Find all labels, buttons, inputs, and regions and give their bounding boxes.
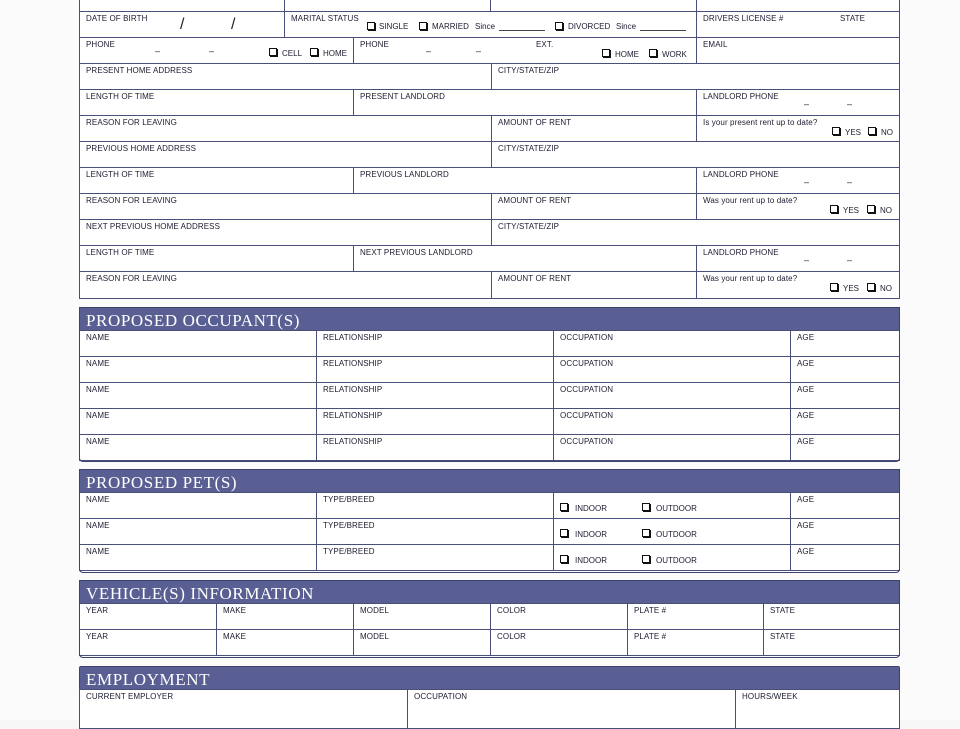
single-label: SINGLE (379, 22, 409, 31)
previous-rent-uptodate-label: Was your rent up to date? (703, 196, 798, 205)
next-previous-rent-yes-checkbox[interactable] (830, 283, 838, 291)
occupant-2-occupation-field[interactable] (553, 356, 791, 383)
marital-status-label: MARITAL STATUS (291, 14, 359, 23)
phone-label-2: PHONE (360, 40, 389, 49)
present-length-label: LENGTH OF TIME (86, 92, 155, 101)
vehicle-2-color-label: COLOR (497, 632, 526, 641)
occupant-3-relationship-label: RELATIONSHIP (323, 385, 383, 394)
next-previous-rent-uptodate-field (696, 271, 900, 299)
pet-2-age-label: AGE (797, 521, 815, 530)
next-previous-landlord-phone-field[interactable] (696, 245, 900, 272)
next-previous-rent-uptodate-label: Was your rent up to date? (703, 274, 798, 283)
pet-2-age-field[interactable] (790, 518, 900, 545)
state-label: STATE (840, 14, 866, 23)
current-employer-field[interactable] (79, 689, 408, 729)
pet-3-age-field[interactable] (790, 544, 900, 571)
occupant-2-age-field[interactable] (790, 356, 900, 383)
previous-rent-no-checkbox[interactable] (867, 205, 875, 213)
present-city-field[interactable] (491, 63, 900, 90)
previous-landlord-phone-label: LANDLORD PHONE (703, 170, 779, 179)
occupants-section-title: PROPOSED OCCUPANT(S) (86, 311, 301, 330)
vehicle-1-color-field[interactable] (490, 603, 628, 630)
home-label-2: HOME (615, 50, 639, 59)
present-rent-yes-checkbox[interactable] (832, 127, 840, 135)
phone-1-sep-b: – (209, 46, 215, 56)
pet-3-indoor-label: INDOOR (575, 556, 607, 565)
divorced-checkbox[interactable] (555, 22, 563, 30)
vehicle-1-model-field[interactable] (353, 603, 491, 630)
occupant-1-occupation-field[interactable] (553, 330, 791, 357)
vehicle-1-make-label: MAKE (223, 606, 247, 615)
occupant-2-relationship-label: RELATIONSHIP (323, 359, 383, 368)
vehicle-2-make-field[interactable] (216, 629, 354, 656)
pet-1-outdoor-label: OUTDOOR (656, 504, 697, 513)
next-previous-rent-no-checkbox[interactable] (867, 283, 875, 291)
occupant-1-relationship-field[interactable] (316, 330, 554, 357)
previous-rent-yes-label: YES (843, 206, 860, 215)
divorced-label: DIVORCED (568, 22, 611, 31)
dob-label: DATE OF BIRTH (86, 14, 148, 23)
present-landlord-phone-label: LANDLORD PHONE (703, 92, 779, 101)
next-previous-address-field[interactable] (79, 219, 492, 246)
ext-label: EXT. (536, 40, 554, 49)
occupant-4-name-label: NAME (86, 411, 110, 420)
present-address-label: PRESENT HOME ADDRESS (86, 66, 193, 75)
occupant-2-age-label: AGE (797, 359, 815, 368)
vehicle-2-model-field[interactable] (353, 629, 491, 656)
next-previous-length-label: LENGTH OF TIME (86, 248, 155, 257)
occupant-3-occupation-label: OCCUPATION (560, 385, 614, 394)
current-employer-label: CURRENT EMPLOYER (86, 692, 174, 701)
present-rent-no-label: NO (881, 128, 893, 137)
dob-separator-1: / (180, 16, 185, 33)
cell-checkbox[interactable] (269, 48, 277, 56)
married-checkbox[interactable] (419, 22, 427, 30)
email-label: EMAIL (703, 40, 728, 49)
employment-section-header (79, 666, 900, 690)
phone-2-sep-b: – (476, 46, 482, 56)
occupant-4-occupation-field[interactable] (553, 408, 791, 435)
next-previous-address-label: NEXT PREVIOUS HOME ADDRESS (86, 222, 221, 231)
vehicle-1-state-field[interactable] (763, 603, 900, 630)
married-since-blank[interactable] (499, 30, 545, 31)
pet-3-name-label: NAME (86, 547, 110, 556)
vehicle-2-year-label: YEAR (86, 632, 109, 641)
previous-rent-yes-checkbox[interactable] (830, 205, 838, 213)
present-length-field[interactable] (79, 89, 354, 116)
next-previous-landlord-label: NEXT PREVIOUS LANDLORD (360, 248, 473, 257)
occupant-1-age-label: AGE (797, 333, 815, 342)
vehicle-2-year-field[interactable] (79, 629, 217, 656)
pet-2-type-breed-field[interactable] (316, 518, 554, 545)
occupant-3-relationship-field[interactable] (316, 382, 554, 409)
vehicle-2-color-field[interactable] (490, 629, 628, 656)
vehicle-1-plate-field[interactable] (627, 603, 764, 630)
occupant-2-occupation-label: OCCUPATION (560, 359, 614, 368)
pet-3-indoor-outdoor-field (553, 544, 791, 571)
email-field[interactable] (696, 37, 900, 64)
present-reason-field[interactable] (79, 115, 492, 142)
next-previous-reason-label: REASON FOR LEAVING (86, 274, 178, 283)
pet-3-type-breed-label: TYPE/BREED (323, 547, 375, 556)
occupant-5-occupation-field[interactable] (553, 434, 791, 461)
pet-2-outdoor-checkbox[interactable] (642, 529, 650, 537)
phone-label-1: PHONE (86, 40, 115, 49)
pet-3-type-breed-field[interactable] (316, 544, 554, 571)
employment-section-title: EMPLOYMENT (86, 670, 211, 689)
previous-landlord-phone-sep-b: – (847, 177, 853, 187)
pet-1-outdoor-checkbox[interactable] (642, 503, 650, 511)
drivers-license-field[interactable] (696, 11, 900, 38)
occupant-2-name-field[interactable] (79, 356, 317, 383)
previous-reason-field[interactable] (79, 193, 492, 220)
present-rent-uptodate-field (696, 115, 900, 142)
pet-1-age-label: AGE (797, 495, 815, 504)
pet-1-age-field[interactable] (790, 492, 900, 519)
present-landlord-phone-sep-b: – (847, 99, 853, 109)
home-checkbox-1[interactable] (310, 48, 318, 56)
divorced-since-blank[interactable] (640, 30, 686, 31)
previous-landlord-field[interactable] (353, 167, 697, 194)
divorced-since-label: Since (616, 22, 637, 31)
vehicle-1-state-label: STATE (770, 606, 796, 615)
phone-2-sep-a: – (426, 46, 432, 56)
home-label-1: HOME (323, 49, 347, 58)
work-checkbox[interactable] (649, 49, 657, 57)
occupant-1-age-field[interactable] (790, 330, 900, 357)
present-reason-label: REASON FOR LEAVING (86, 118, 178, 127)
pet-1-type-breed-label: TYPE/BREED (323, 495, 375, 504)
previous-landlord-label: PREVIOUS LANDLORD (360, 170, 449, 179)
dob-separator-2: / (231, 16, 236, 33)
pet-3-name-field[interactable] (79, 544, 317, 571)
previous-length-field[interactable] (79, 167, 354, 194)
previous-landlord-phone-field[interactable] (696, 167, 900, 194)
occupant-5-name-field[interactable] (79, 434, 317, 461)
cell-label: CELL (282, 49, 303, 58)
next-previous-rent-field[interactable] (491, 271, 697, 299)
occupant-4-occupation-label: OCCUPATION (560, 411, 614, 420)
occupant-1-name-label: NAME (86, 333, 110, 342)
previous-city-field[interactable] (491, 141, 900, 168)
next-previous-rent-yes-label: YES (843, 284, 860, 293)
vehicle-2-plate-field[interactable] (627, 629, 764, 656)
next-previous-rent-label: AMOUNT OF RENT (498, 274, 572, 283)
pet-2-indoor-label: INDOOR (575, 530, 607, 539)
previous-city-label: CITY/STATE/ZIP (498, 144, 560, 153)
previous-rent-field[interactable] (491, 193, 697, 220)
previous-rent-label: AMOUNT OF RENT (498, 196, 572, 205)
pet-1-type-breed-field[interactable] (316, 492, 554, 519)
previous-landlord-phone-sep-a: – (804, 177, 810, 187)
vehicles-section-header (79, 580, 900, 604)
next-previous-rent-no-label: NO (880, 284, 892, 293)
next-previous-landlord-field[interactable] (353, 245, 697, 272)
vehicle-2-state-field[interactable] (763, 629, 900, 656)
occupant-1-occupation-label: OCCUPATION (560, 333, 614, 342)
occupant-3-name-label: NAME (86, 385, 110, 394)
phone-field-1[interactable] (79, 37, 354, 64)
occupant-3-age-field[interactable] (790, 382, 900, 409)
occupants-section-header (79, 307, 900, 331)
pet-2-name-field[interactable] (79, 518, 317, 545)
occupant-3-name-field[interactable] (79, 382, 317, 409)
next-previous-length-field[interactable] (79, 245, 354, 272)
previous-length-label: LENGTH OF TIME (86, 170, 155, 179)
drivers-license-label: DRIVERS LICENSE # (703, 14, 784, 23)
present-rent-uptodate-label: Is your present rent up to date? (703, 118, 818, 127)
pet-2-outdoor-label: OUTDOOR (656, 530, 697, 539)
vehicle-1-color-label: COLOR (497, 606, 526, 615)
work-label: WORK (662, 50, 687, 59)
home-checkbox-2[interactable] (602, 49, 610, 57)
vehicle-2-make-label: MAKE (223, 632, 247, 641)
vehicle-2-model-label: MODEL (360, 632, 389, 641)
occupant-5-occupation-label: OCCUPATION (560, 437, 614, 446)
present-landlord-label: PRESENT LANDLORD (360, 92, 446, 101)
present-city-label: CITY/STATE/ZIP (498, 66, 560, 75)
pet-3-outdoor-checkbox[interactable] (642, 555, 650, 563)
previous-rent-uptodate-field (696, 193, 900, 220)
occupant-4-name-field[interactable] (79, 408, 317, 435)
occupant-5-name-label: NAME (86, 437, 110, 446)
present-rent-field[interactable] (491, 115, 697, 142)
occupant-2-relationship-field[interactable] (316, 356, 554, 383)
pet-1-indoor-label: INDOOR (575, 504, 607, 513)
present-landlord-phone-sep-a: – (804, 99, 810, 109)
vehicle-1-year-label: YEAR (86, 606, 109, 615)
occupant-4-relationship-field[interactable] (316, 408, 554, 435)
occupant-4-relationship-label: RELATIONSHIP (323, 411, 383, 420)
occupant-5-age-label: AGE (797, 437, 815, 446)
dob-field[interactable] (79, 11, 285, 38)
pet-3-outdoor-label: OUTDOOR (656, 556, 697, 565)
single-checkbox[interactable] (367, 22, 375, 30)
employment-occupation-field[interactable] (407, 689, 736, 729)
next-previous-city-field[interactable] (491, 219, 900, 246)
pet-3-age-label: AGE (797, 547, 815, 556)
pet-1-indoor-outdoor-field (553, 492, 791, 519)
previous-rent-no-label: NO (880, 206, 892, 215)
previous-reason-label: REASON FOR LEAVING (86, 196, 178, 205)
pets-section-title: PROPOSED PET(S) (86, 473, 238, 492)
pet-1-name-field[interactable] (79, 492, 317, 519)
next-previous-reason-field[interactable] (79, 271, 492, 299)
present-address-field[interactable] (79, 63, 492, 90)
employment-occupation-label: OCCUPATION (414, 692, 468, 701)
married-label: MARRIED (432, 22, 469, 31)
present-rent-yes-label: YES (845, 128, 862, 137)
vehicle-2-plate-label: PLATE # (634, 632, 667, 641)
next-previous-landlord-phone-label: LANDLORD PHONE (703, 248, 779, 257)
vehicle-1-year-field[interactable] (79, 603, 217, 630)
pet-2-type-breed-label: TYPE/BREED (323, 521, 375, 530)
occupant-5-age-field[interactable] (790, 434, 900, 461)
previous-address-field[interactable] (79, 141, 492, 168)
occupant-3-age-label: AGE (797, 385, 815, 394)
vehicle-1-plate-label: PLATE # (634, 606, 667, 615)
vehicle-1-model-label: MODEL (360, 606, 389, 615)
present-landlord-field[interactable] (353, 89, 697, 116)
occupant-4-age-field[interactable] (790, 408, 900, 435)
next-previous-landlord-phone-sep-b: – (847, 255, 853, 265)
occupant-1-name-field[interactable] (79, 330, 317, 357)
present-landlord-phone-field[interactable] (696, 89, 900, 116)
pet-2-indoor-checkbox[interactable] (560, 529, 568, 537)
occupant-3-occupation-field[interactable] (553, 382, 791, 409)
pet-1-indoor-checkbox[interactable] (560, 503, 568, 511)
present-rent-label: AMOUNT OF RENT (498, 118, 572, 127)
vehicles-section-title: VEHICLE(S) INFORMATION (86, 584, 315, 603)
occupant-2-name-label: NAME (86, 359, 110, 368)
vehicle-2-state-label: STATE (770, 632, 796, 641)
phone-field-2[interactable] (353, 37, 697, 64)
phone-1-sep-a: – (155, 46, 161, 56)
present-rent-no-checkbox[interactable] (868, 127, 876, 135)
pet-1-name-label: NAME (86, 495, 110, 504)
pet-2-indoor-outdoor-field (553, 518, 791, 545)
pet-2-name-label: NAME (86, 521, 110, 530)
marital-status-field (284, 11, 697, 38)
hours-week-label: HOURS/WEEK (742, 692, 798, 701)
next-previous-city-label: CITY/STATE/ZIP (498, 222, 560, 231)
occupant-5-relationship-label: RELATIONSHIP (323, 437, 383, 446)
next-previous-landlord-phone-sep-a: – (804, 255, 810, 265)
married-since-label: Since (475, 22, 496, 31)
occupant-1-relationship-label: RELATIONSHIP (323, 333, 383, 342)
vehicle-1-make-field[interactable] (216, 603, 354, 630)
hours-week-field[interactable] (735, 689, 900, 729)
previous-address-label: PREVIOUS HOME ADDRESS (86, 144, 197, 153)
pet-3-indoor-checkbox[interactable] (560, 555, 568, 563)
pets-section-header (79, 469, 900, 493)
occupant-4-age-label: AGE (797, 411, 815, 420)
occupant-5-relationship-field[interactable] (316, 434, 554, 461)
